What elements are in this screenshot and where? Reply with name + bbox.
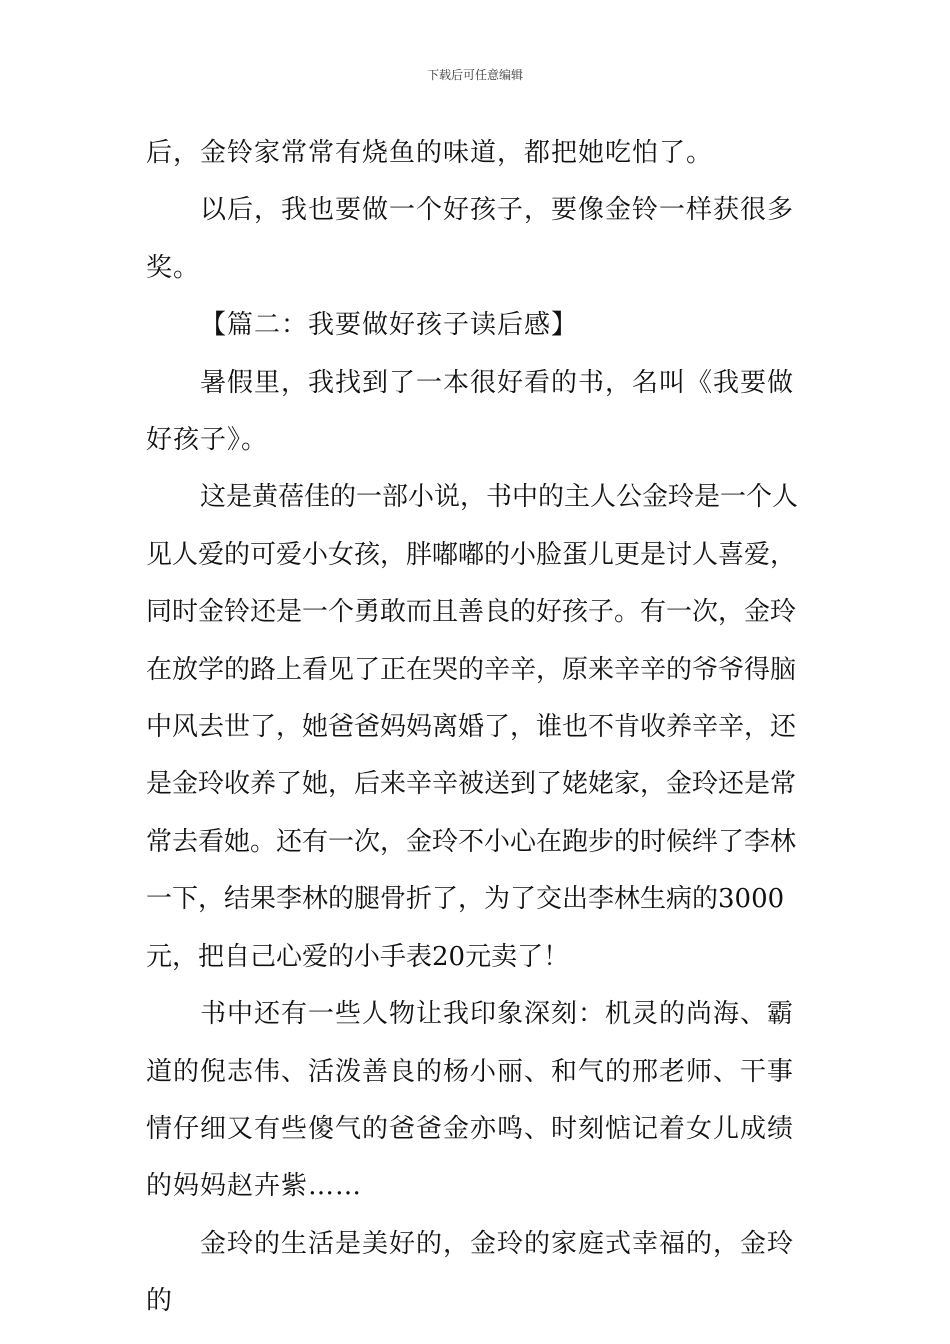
paragraph-2: 以后，我也要做一个好孩子，要像金铃一样获很多奖。	[146, 195, 795, 283]
paragraph-4: 这是黄蓓佳的一部小说，书中的主人公金玲是一个人见人爱的可爱小女孩，胖嘟嘟的小脸蛋儿更是讨人喜爱，同时金铃还是一个勇敢而且善良的好孩子。有一次，金玲在放学的路上看见了正在哭的辛辛，原来辛辛的爷爷得脑中风去世了，她爸爸妈妈离婚了，谁也不肯收养辛辛，还是金玲收养了她，后来辛辛被送到了姥姥家，金玲还是常常去看她。还有一次，金玲不小心在跑步的时候绊了李林一下，结果李林的腿骨折了，为了交出李林生病的3000元，把自己心爱的小手表20元卖了！	[146, 482, 799, 972]
paragraph-5: 书中还有一些人物让我印象深刻：机灵的尚海、霸道的倪志伟、活泼善良的杨小丽、和气的邢老师、干事情仔细又有些傻气的爸爸金亦鸣、时刻惦记着女儿成绩的妈妈赵卉紫……	[146, 999, 795, 1202]
page-header: 下载后可任意编辑	[426, 68, 523, 82]
section-heading: 【篇二：我要做好孩子读后感】	[200, 310, 579, 341]
paragraph-1: 后，金铃家常常有烧鱼的味道，都把她吃怕了。	[146, 138, 714, 168]
document-body	[146, 125, 810, 1331]
paragraph-6: 金玲的生活是美好的，金玲的家庭式幸福的，金玲的	[146, 1228, 795, 1317]
paragraph-3: 暑假里，我找到了一本很好看的书，名叫《我要做好孩子》。	[146, 367, 795, 456]
